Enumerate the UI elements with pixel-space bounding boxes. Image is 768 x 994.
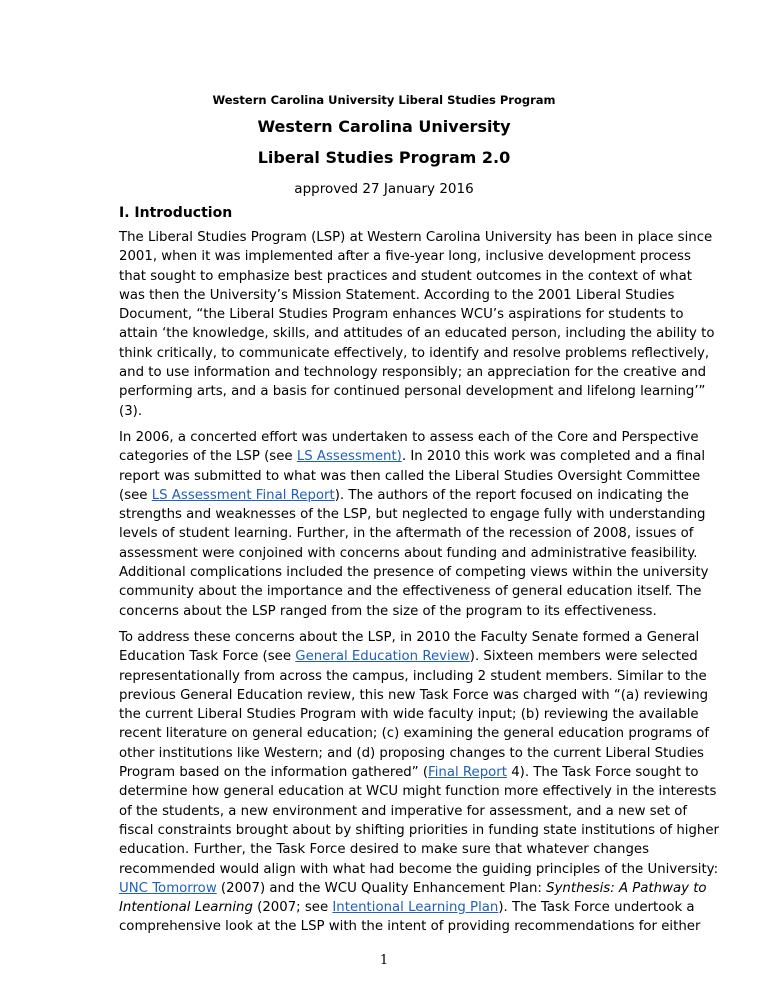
- paragraph-line: (3).: [119, 403, 143, 419]
- paragraph-line: fiscal constraints brought about by shifting priorities in funding state institutions of higher: [119, 822, 719, 838]
- paragraph-line: assessment were conjoined with concerns about funding and administrative feasibility.: [119, 545, 698, 561]
- paragraph-line: other institutions like Western; and (d) proposing changes to the current Liberal Studies: [119, 745, 704, 761]
- paragraph-line: [119, 898, 695, 917]
- text-run: 4). The Task Force sought to: [506, 765, 699, 781]
- paragraph-line: Additional complications included the presence of competing views within the university: [119, 565, 709, 581]
- paragraph-line: comprehensive look at the LSP with the intent of providing recommendations for either: [119, 919, 701, 935]
- paragraph-3: [119, 628, 719, 937]
- intentional-learning-plan-link[interactable]: Intentional Learning Plan: [332, 900, 499, 916]
- paragraph-line: attain ‘the knowledge, skills, and attitudes of an educated person, including the ability to: [119, 326, 715, 342]
- paragraph-line: [119, 763, 699, 782]
- general-education-review-link[interactable]: General Education Review: [295, 649, 470, 665]
- text-run: (2007; see: [252, 900, 333, 916]
- paragraph-line: of the students, a new environment and imperative for assessment, and a new set of: [119, 803, 688, 819]
- paragraph-line: In 2006, a concerted effort was undertaken to assess each of the Core and Perspective: [119, 429, 699, 445]
- text-run: (see: [119, 487, 152, 503]
- paragraph-line: report was submitted to what was then called the Liberal Studies Oversight Committee: [119, 468, 701, 484]
- section-heading: I. Introduction: [119, 205, 233, 221]
- paragraph-line: that sought to emphasize best practices and student outcomes in the context of what: [119, 268, 692, 284]
- paragraph-line: community about the importance and the effectiveness of general education itself. The: [119, 584, 702, 600]
- unc-tomorrow-link[interactable]: UNC Tomorrow: [119, 880, 217, 896]
- paragraph-line: [119, 647, 698, 666]
- paragraph-line: The Liberal Studies Program (LSP) at Western Carolina University has been in place since: [119, 230, 713, 245]
- running-header: Western Carolina University Liberal Studies Program: [212, 93, 556, 107]
- text-run: . In 2010 this work was completed and a final: [401, 449, 706, 465]
- approval-date: approved 27 January 2016: [294, 181, 474, 197]
- paragraph-line: Document, “the Liberal Studies Program enhances WCU’s aspirations for students to: [119, 307, 684, 323]
- text-run: categories of the LSP (see: [119, 449, 297, 465]
- paragraph-line: performing arts, and a basis for continued personal development and lifelong learning’”: [119, 384, 706, 400]
- document-body: [119, 228, 719, 944]
- ls-assessment-link[interactable]: LS Assessment): [296, 449, 402, 465]
- paragraph-line: [119, 447, 706, 466]
- text-run: (2007) and the WCU Quality Enhancement Plan:: [216, 880, 547, 896]
- text-run: ). Sixteen members were selected: [469, 649, 698, 665]
- paragraph-line: recommended would align with what had become the guiding principles of the University:: [119, 861, 719, 877]
- paragraph-line: recent literature on general education; (c) examining the general education programs of: [119, 726, 710, 742]
- paragraph-line: think critically, to communicate effectively, to identify and resolve problems reflectively,: [119, 345, 710, 361]
- paragraph-line: concerns about the LSP ranged from the size of the program to its effectiveness.: [119, 603, 657, 619]
- paragraph-line: [119, 879, 707, 898]
- italic-title: Synthesis: A Pathway to: [546, 880, 707, 896]
- ls-assessment-final-report-link[interactable]: LS Assessment Final Report: [151, 487, 335, 503]
- final-report-link[interactable]: Final Report: [428, 765, 507, 781]
- paragraph-line: previous General Education review, this new Task Force was charged with “(a) reviewing: [119, 687, 709, 703]
- text-run: ). The authors of the report focused on indicating the: [334, 487, 689, 503]
- paragraph-line: To address these concerns about the LSP, in 2010 the Faculty Senate formed a General: [119, 629, 700, 645]
- paragraph-line: representationally from across the campus, including 2 student members. Similar to the: [119, 668, 707, 684]
- paragraph-1: [119, 228, 715, 421]
- paragraph-line: levels of student learning. Further, in the aftermath of the recession of 2008, issues of: [119, 526, 694, 542]
- paragraph-line: [119, 486, 689, 505]
- document-title-line-1: Western Carolina University: [257, 117, 511, 136]
- text-run: Program based on the information gathered” (: [119, 765, 429, 781]
- document-title-line-2: Liberal Studies Program 2.0: [257, 148, 511, 167]
- italic-title: Intentional Learning: [119, 900, 253, 916]
- paragraph-line: was then the University’s Mission Statement. According to the 2001 Liberal Studies: [119, 287, 675, 303]
- page-number: 1: [379, 953, 389, 968]
- paragraph-line: and to use information and technology responsibly; an appreciation for the creative and: [119, 365, 707, 381]
- paragraph-line: strengths and weaknesses of the LSP, but neglected to engage fully with understanding: [119, 507, 706, 523]
- paragraph-line: education. Further, the Task Force desired to make sure that whatever changes: [119, 842, 649, 858]
- paragraph-line: determine how general education at WCU might function more effectively in the interests: [119, 784, 717, 800]
- paragraph-2: [119, 428, 709, 621]
- text-run: ). The Task Force undertook a: [498, 900, 695, 916]
- paragraph-line: the current Liberal Studies Program with wide faculty input; (b) reviewing the available: [119, 707, 699, 723]
- text-run: Education Task Force (see: [119, 649, 296, 665]
- paragraph-line: 2001, when it was implemented after a five-year long, inclusive development process: [119, 249, 691, 265]
